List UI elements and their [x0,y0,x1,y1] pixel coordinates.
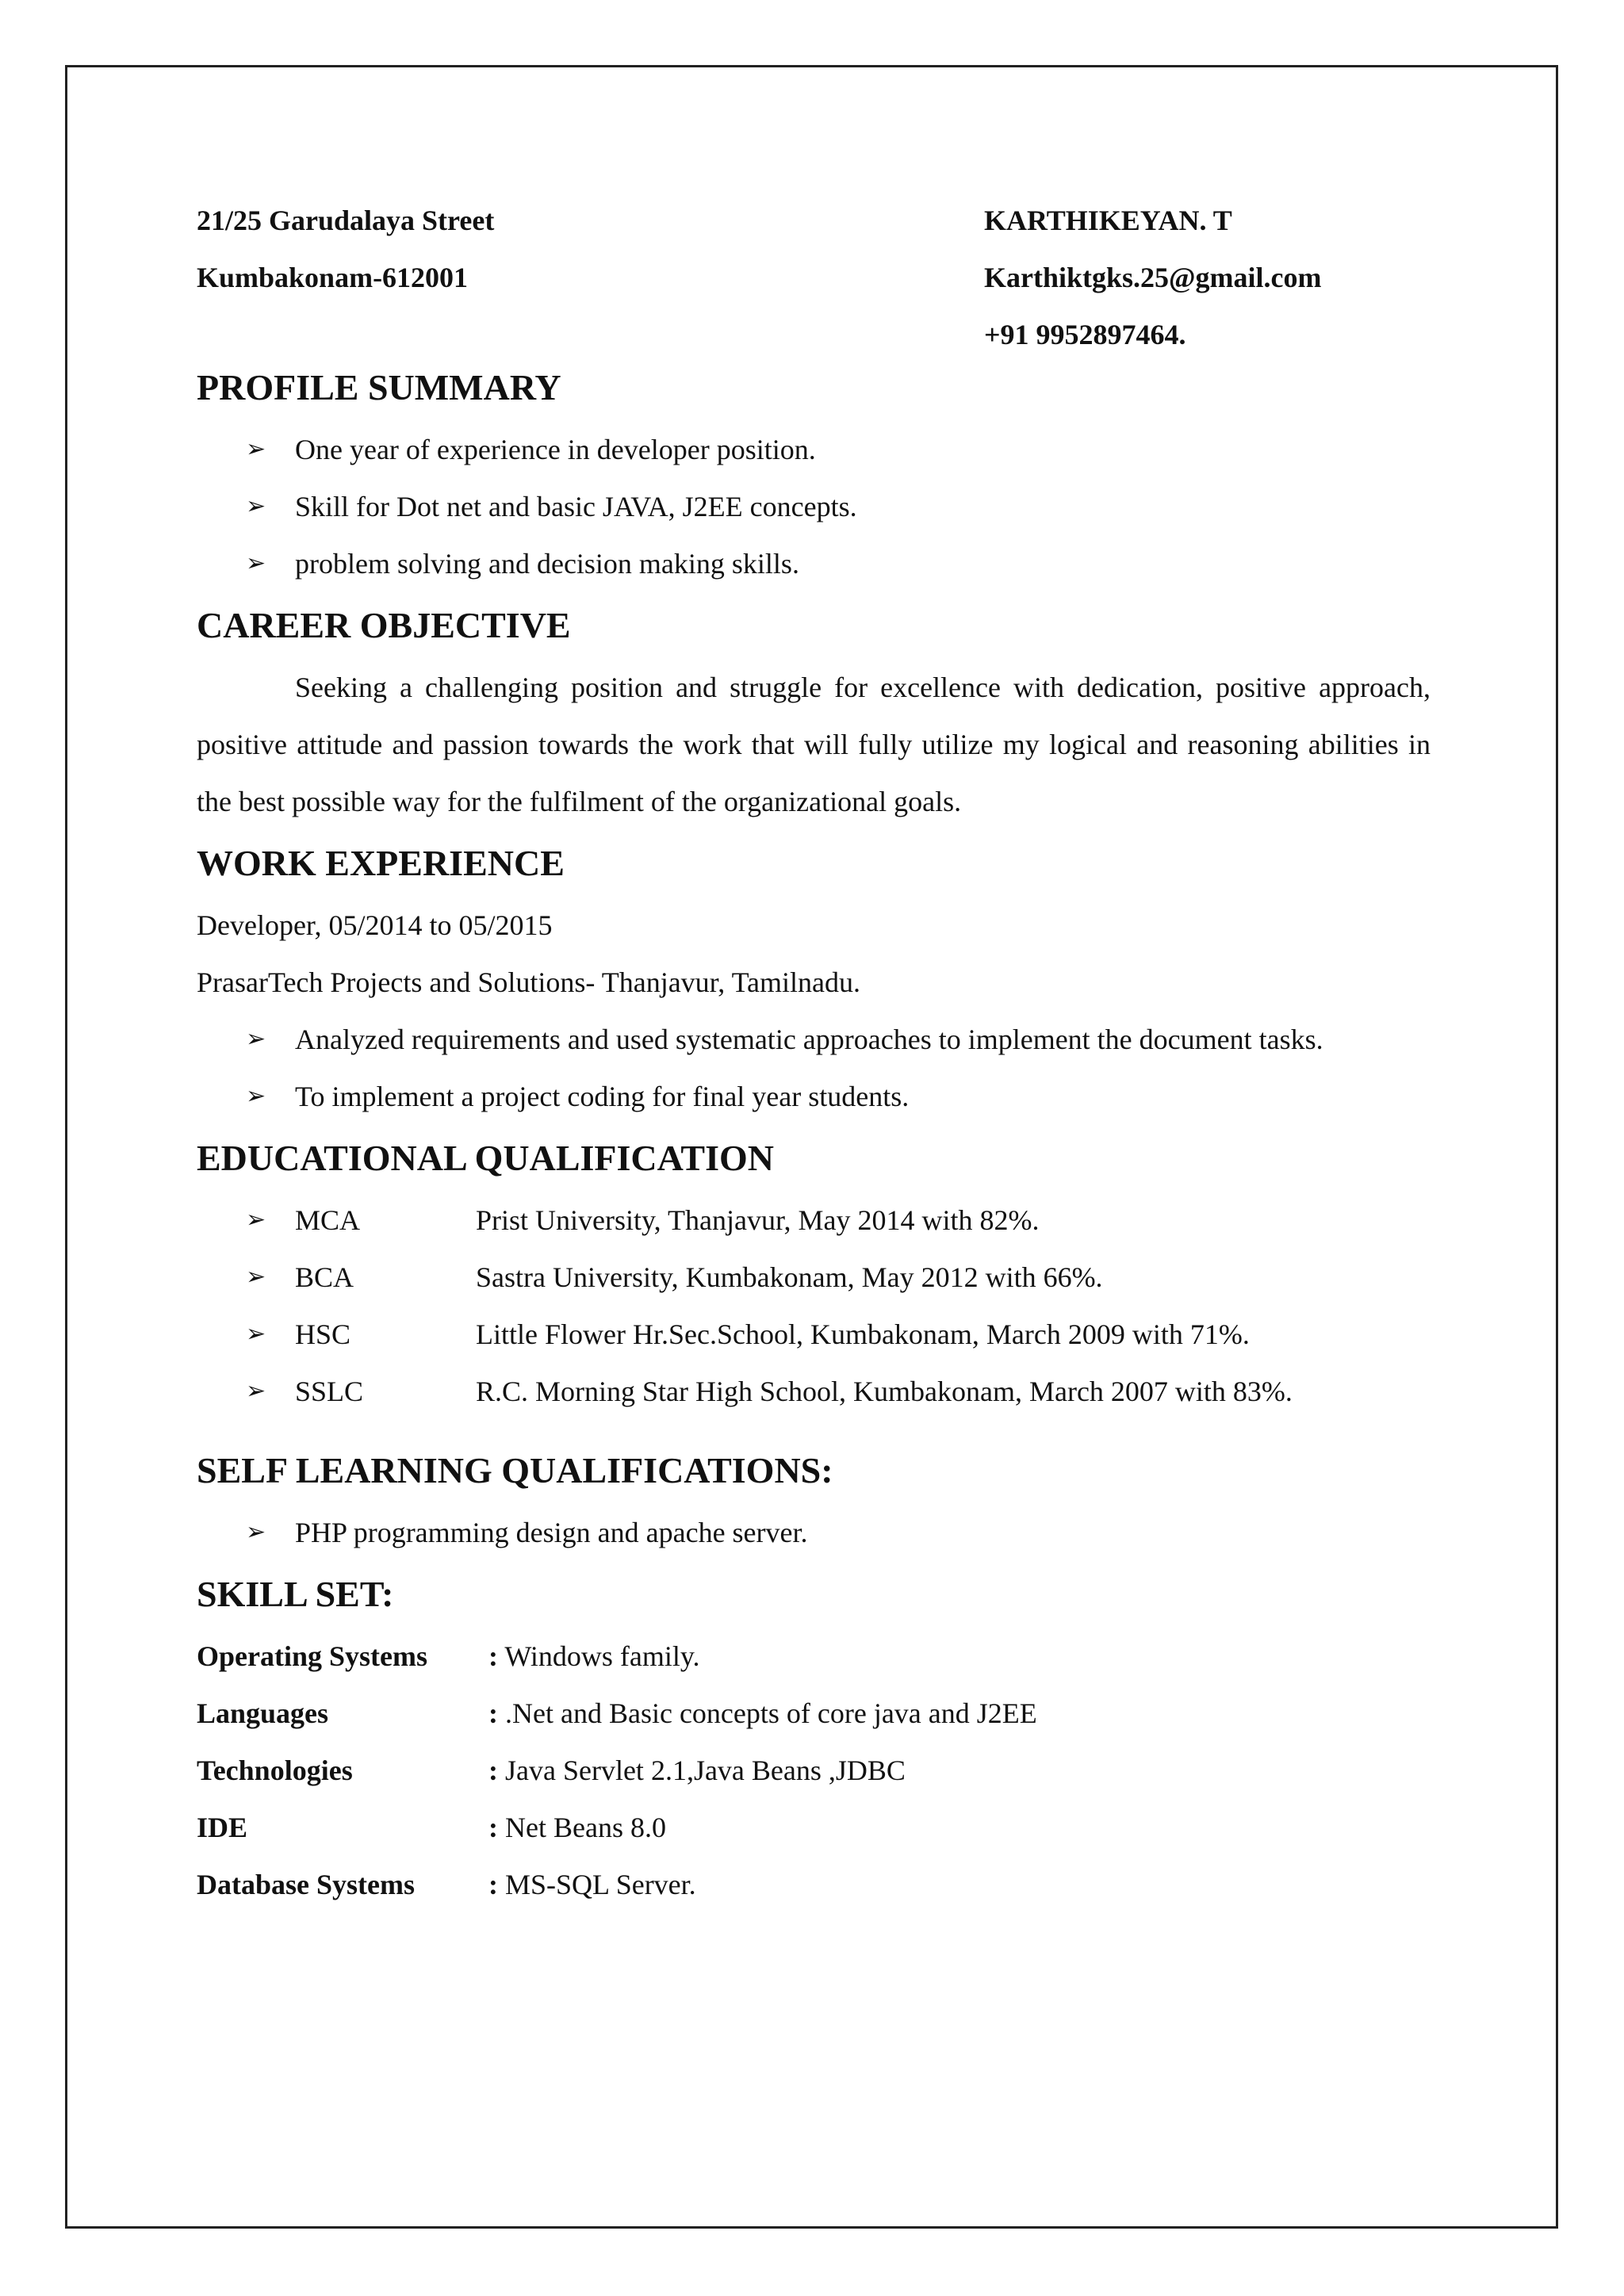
skill-row [197,1742,1431,1799]
list-item: ➢ problem solving and decision making skills. [197,535,1431,592]
degree-name: BCA [295,1261,354,1293]
work-experience-list [197,1011,1431,1125]
address-line-2: Kumbakonam-612001 [197,262,469,293]
arrow-right-icon: ➢ [246,1263,266,1291]
section-spacer [197,1420,1431,1437]
skill-row [197,1856,1431,1913]
skill-label: Operating Systems [197,1640,427,1672]
career-objective-heading: CAREER OBJECTIVE [197,605,571,645]
arrow-right-icon: ➢ [246,1320,266,1348]
skill-set-table [197,1628,1431,1913]
resume-content [197,192,1431,1913]
colon-separator: : [488,1812,498,1843]
career-objective-text: Seeking a challenging position and struggle for excellence with dedication, positive approach, positive attitude and passion towards the work that will fully utilize my logical and reasoning abilities in the best possible way for the fulfilment of the organizational goals. [197,672,1431,817]
skill-label: Languages [197,1697,329,1729]
profile-summary-heading: PROFILE SUMMARY [197,367,561,408]
colon-separator: : [488,1697,498,1729]
degree-name: HSC [295,1318,351,1350]
address-block [197,192,494,306]
arrow-right-icon: ➢ [246,1377,266,1405]
arrow-right-icon: ➢ [246,435,266,463]
candidate-name: KARTHIKEYAN. T [984,205,1232,236]
resume-header [197,192,1431,354]
list-item [197,1249,1431,1306]
email-address: Karthiktgks.25@gmail.com [984,262,1322,293]
list-item: ➢ PHP programming design and apache server. [197,1504,1431,1561]
colon-separator: : [488,1755,498,1786]
arrow-right-icon: ➢ [246,549,266,577]
skill-value: Windows family. [504,1640,700,1672]
list-item: ➢ To implement a project coding for final year students. [197,1068,1431,1125]
address-line-1: 21/25 Garudalaya Street [197,205,495,236]
work-experience-heading: WORK EXPERIENCE [197,843,565,883]
job-role: Developer, 05/2014 to 05/2015 [197,909,553,941]
skill-row [197,1799,1431,1856]
job-company: PrasarTech Projects and Solutions- Thanjavur, Tamilnadu. [197,966,861,998]
skill-set-heading: SKILL SET: [197,1574,394,1614]
skill-value: Net Beans 8.0 [505,1812,666,1843]
self-learning-heading: SELF LEARNING QUALIFICATIONS: [197,1450,833,1490]
list-item [197,1363,1431,1420]
phone-number: +91 9952897464. [984,319,1186,350]
arrow-right-icon: ➢ [246,1518,266,1546]
skill-row [197,1685,1431,1742]
list-item: ➢ One year of experience in developer position. [197,421,1431,478]
list-item [197,1306,1431,1363]
colon-separator: : [488,1869,498,1900]
skill-value: MS-SQL Server. [505,1869,696,1900]
arrow-right-icon: ➢ [246,1082,266,1110]
arrow-right-icon: ➢ [246,492,266,520]
self-learning-list [197,1504,1431,1561]
degree-detail: Little Flower Hr.Sec.School, Kumbakonam, March 2009 with 71%. [476,1318,1250,1350]
arrow-right-icon: ➢ [246,1206,266,1234]
list-item: ➢ Analyzed requirements and used systematic approaches to implement the document tasks. [197,1011,1431,1068]
arrow-right-icon: ➢ [246,1025,266,1053]
skill-label: Database Systems [197,1869,415,1900]
degree-name: MCA [295,1204,361,1236]
skill-row [197,1628,1431,1685]
contact-block [984,192,1321,363]
colon-separator: : [488,1640,498,1672]
list-item [197,1192,1431,1249]
degree-detail: Prist University, Thanjavur, May 2014 with 82%. [476,1204,1040,1236]
skill-value: Java Servlet 2.1,Java Beans ,JDBC [505,1755,906,1786]
skill-label: Technologies [197,1755,353,1786]
skill-label: IDE [197,1812,248,1843]
profile-summary-list [197,421,1431,592]
degree-name: SSLC [295,1376,364,1407]
skill-value: .Net and Basic concepts of core java and J2EE [505,1697,1037,1729]
education-heading: EDUCATIONAL QUALIFICATION [197,1138,775,1178]
list-item: ➢ Skill for Dot net and basic JAVA, J2EE concepts. [197,478,1431,535]
degree-detail: R.C. Morning Star High School, Kumbakonam, March 2007 with 83%. [476,1376,1293,1407]
education-list [197,1192,1431,1420]
degree-detail: Sastra University, Kumbakonam, May 2012 with 66%. [476,1261,1103,1293]
